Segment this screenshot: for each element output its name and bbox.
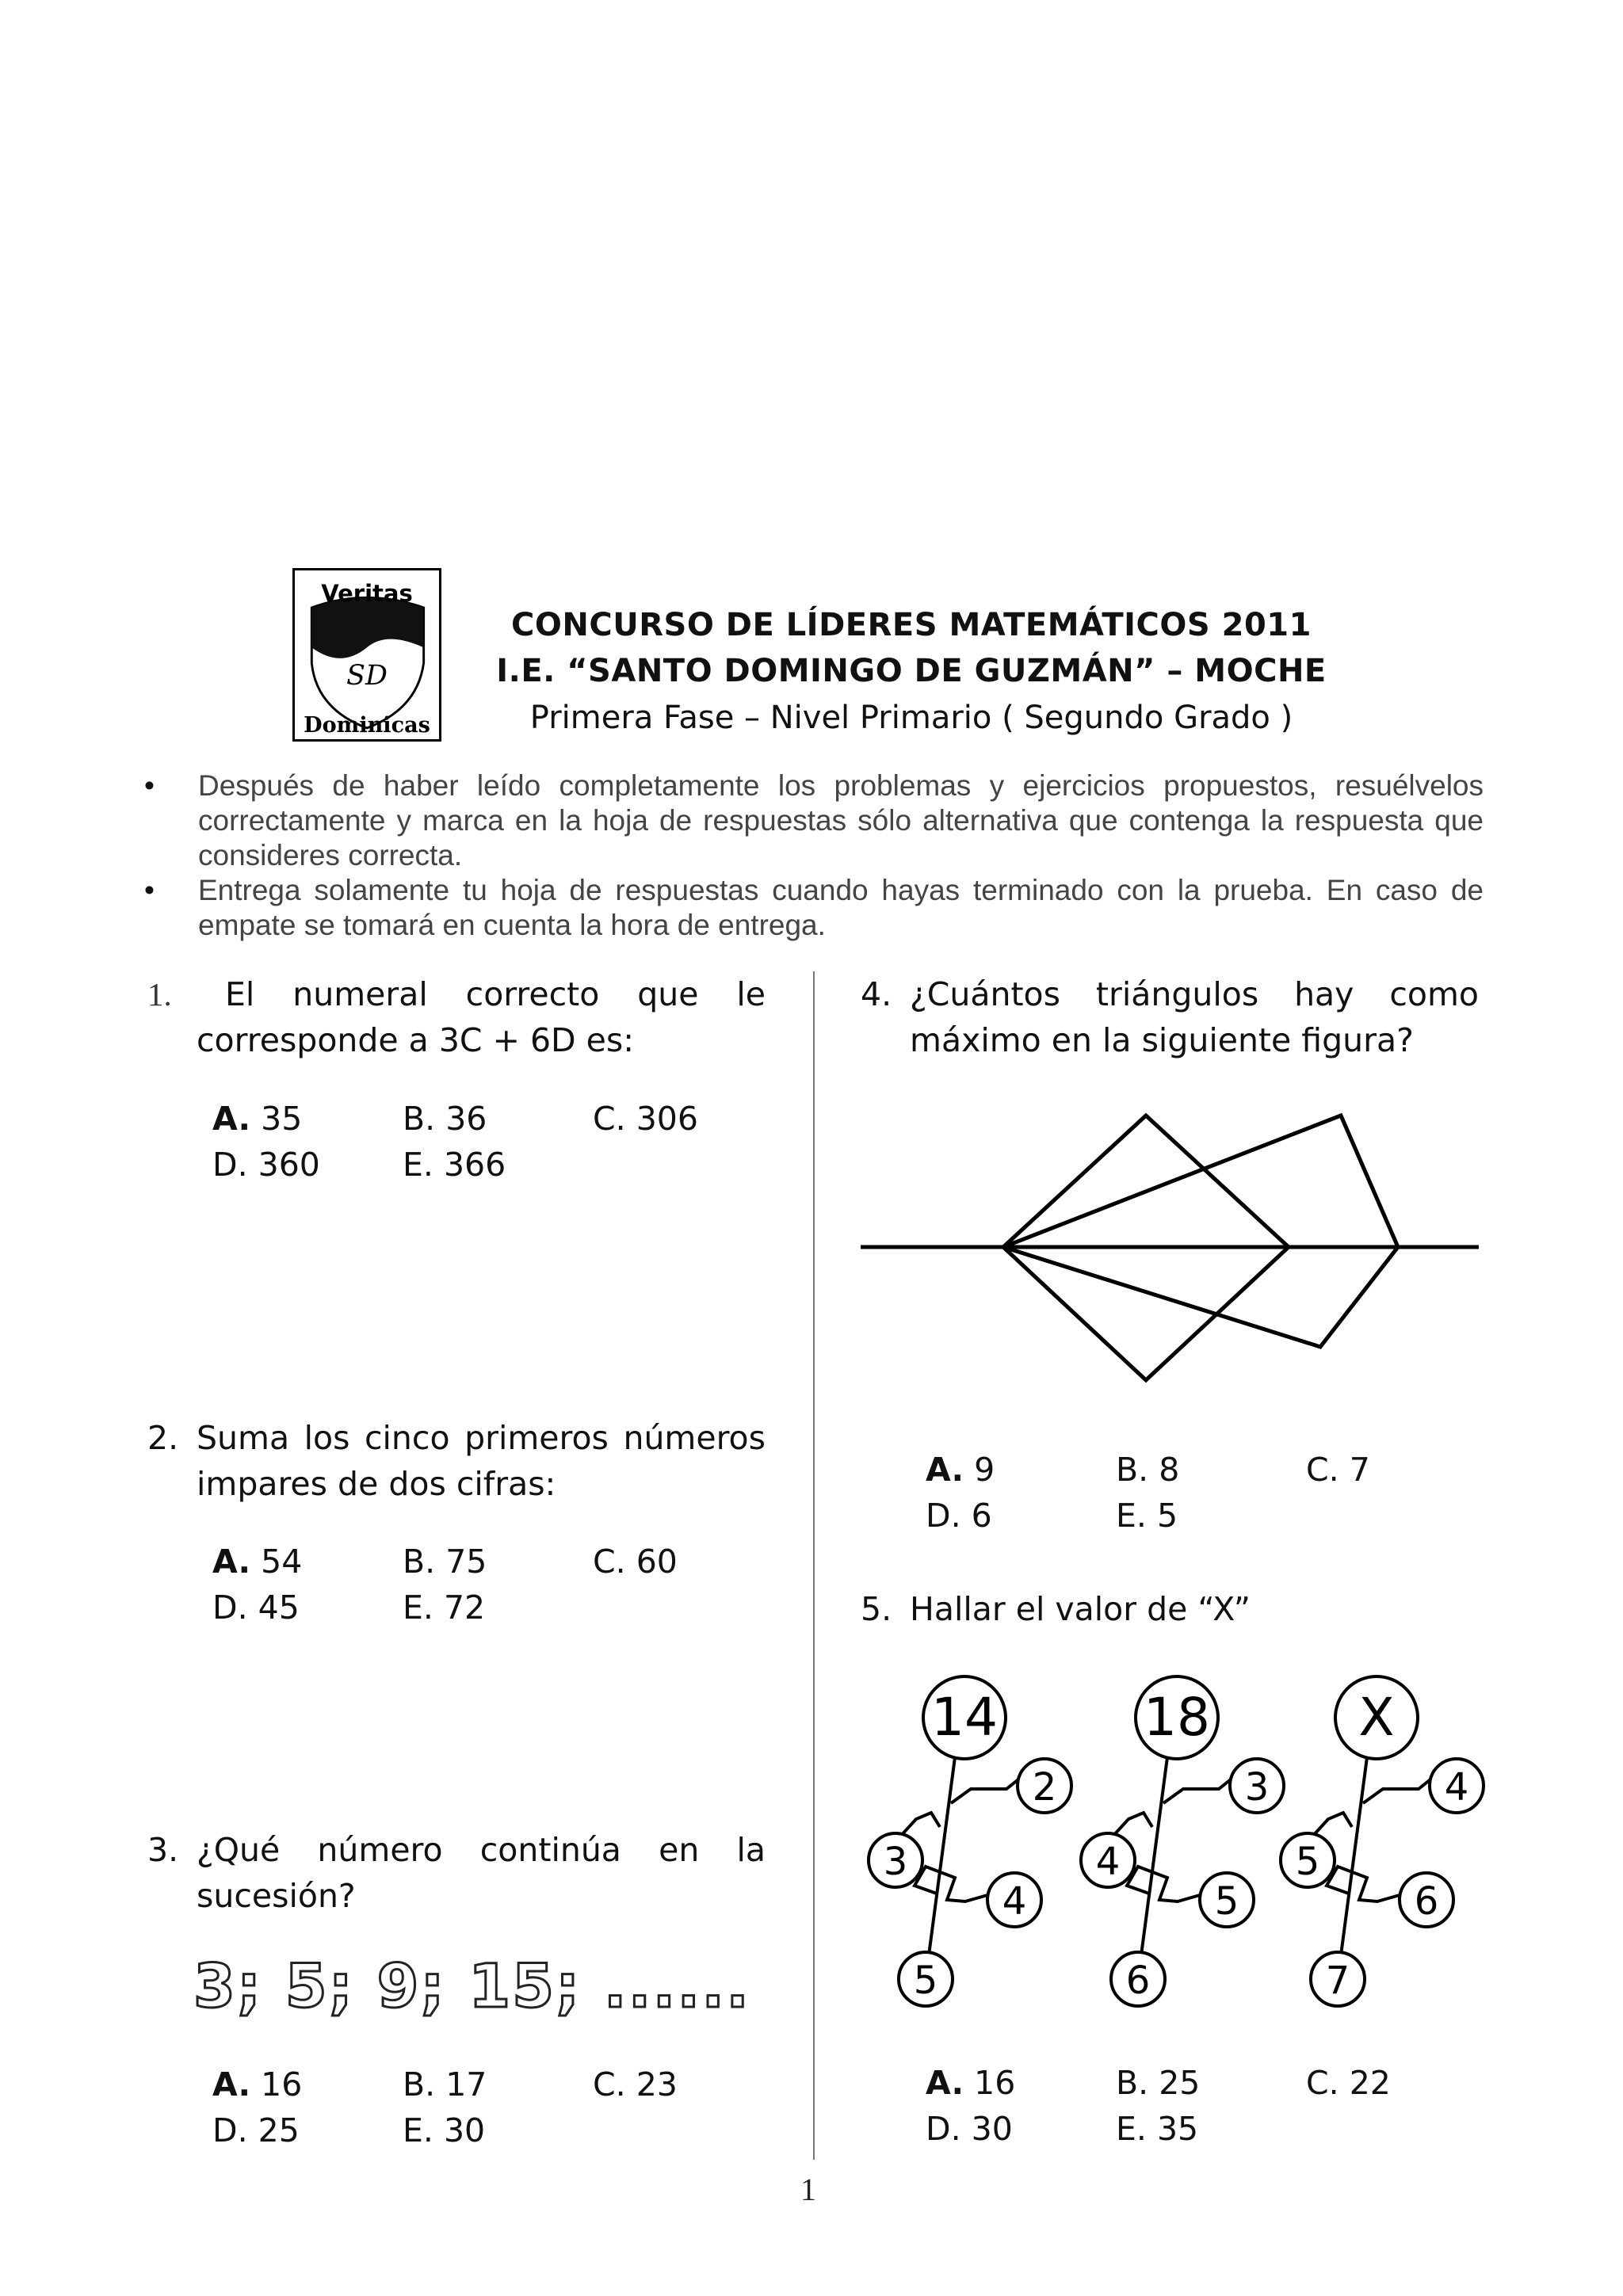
option-b: B. 8 (1116, 1451, 1180, 1489)
question-text: máximo en la siguiente figura? (910, 1021, 1414, 1059)
option-e: E. 72 (403, 1589, 486, 1627)
option-e: E. 35 (1116, 2110, 1199, 2148)
question-text: ¿Qué número continúa en la (197, 1831, 766, 1869)
figure-left-arm-value: 4 (1095, 1840, 1121, 1884)
option-b: B. 25 (1116, 2064, 1201, 2102)
option-a-prefix: A. (926, 1451, 964, 1489)
question-text: ¿Cuántos triángulos hay como (910, 975, 1479, 1013)
question-1-options (212, 1096, 783, 1188)
option-d: D. 30 (926, 2110, 1013, 2148)
question-5 (861, 1586, 1479, 1632)
option-b: B. 36 (403, 1100, 487, 1138)
option-e: E. 5 (1116, 1497, 1178, 1535)
option-d: D. 45 (212, 1589, 300, 1627)
question-1 (147, 971, 766, 1063)
figure-right-leg-value: 5 (1214, 1879, 1239, 1924)
option-c: C. 306 (593, 1100, 698, 1138)
figure-left-leg-value: 5 (913, 1958, 938, 2003)
option-a: 16 (974, 2064, 1016, 2102)
school-name: I.E. “SANTO DOMINGO DE GUZMÁN” – MOCHE (496, 653, 1327, 689)
figure-right-arm-value: 4 (1444, 1765, 1469, 1810)
question-5-options (926, 2060, 1496, 2152)
option-b: B. 75 (403, 1543, 487, 1581)
logo-top-text: Veritas (321, 580, 413, 608)
option-a-prefix: A. (212, 1100, 251, 1138)
logo-center-text: SD (346, 659, 388, 692)
option-a-prefix: A. (926, 2064, 964, 2102)
quad-shape (1003, 1116, 1398, 1347)
page-number: 1 (800, 2172, 816, 2207)
option-a: 35 (261, 1100, 303, 1138)
option-a: 54 (261, 1543, 303, 1581)
option-c: C. 7 (1306, 1451, 1370, 1489)
question-4-options (926, 1447, 1496, 1539)
question-3 (147, 1827, 766, 1919)
option-e: E. 366 (403, 1146, 506, 1184)
figure-head-value: 14 (931, 1687, 998, 1748)
figure-head-value: X (1358, 1687, 1395, 1748)
option-a-prefix: A. (212, 1543, 251, 1581)
option-d: D. 360 (212, 1146, 320, 1184)
column-divider (813, 971, 815, 2160)
figure-left-leg-value: 7 (1325, 1958, 1350, 2003)
question-number: 5. (861, 1590, 892, 1628)
triangles-figure (856, 1101, 1490, 1394)
option-a-prefix: A. (212, 2065, 251, 2103)
option-c: C. 23 (593, 2065, 678, 2103)
option-a: 16 (261, 2065, 303, 2103)
instruction-item: • Entrega solamente tu hoja de respuestas cuando hayas terminado con la prueba. En caso de empate se tomará en cuenta la hora de entrega. (144, 873, 1484, 943)
option-c: C. 22 (1306, 2064, 1391, 2102)
figure-left-arm-value: 5 (1295, 1840, 1320, 1884)
question-text: El numeral correcto que le (225, 975, 766, 1013)
school-logo (292, 568, 441, 742)
stick-figures (856, 1670, 1506, 2019)
figure-left-leg-value: 6 (1125, 1958, 1151, 2003)
question-text: Suma los cinco primeros números (197, 1419, 766, 1457)
instructions-list (144, 769, 1484, 943)
question-2 (147, 1415, 766, 1507)
question-text: corresponde a 3C + 6D es: (197, 1021, 635, 1059)
question-text: Hallar el valor de “X” (910, 1590, 1251, 1628)
question-text: impares de dos cifras: (197, 1465, 556, 1503)
option-b: B. 17 (403, 2065, 487, 2103)
stick-figure (1281, 1676, 1484, 2006)
option-d: D. 25 (212, 2111, 300, 2149)
logo-bottom-text: Dominicas (304, 712, 430, 738)
question-3-options (212, 2061, 783, 2153)
option-c: C. 60 (593, 1543, 678, 1581)
option-a: 9 (974, 1451, 995, 1489)
figure-left-arm-value: 3 (883, 1840, 908, 1884)
stick-figure (1081, 1676, 1284, 2006)
figure-head-value: 18 (1144, 1687, 1210, 1748)
question-number: 1. (147, 976, 172, 1013)
shield-emblem-icon (295, 570, 439, 739)
figure-right-leg-value: 4 (1002, 1879, 1027, 1924)
question-number: 4. (861, 975, 892, 1013)
question-number: 3. (147, 1831, 179, 1869)
option-e: E. 30 (403, 2111, 486, 2149)
contest-title: CONCURSO DE LÍDERES MATEMÁTICOS 2011 (511, 607, 1312, 643)
figure-right-arm-value: 3 (1244, 1765, 1270, 1810)
figure-right-leg-value: 6 (1414, 1879, 1439, 1924)
instruction-item: • Después de haber leído completamente los problemas y ejercicios propuestos, resuélvelos correctamente y marca en la hoja de respuestas sólo alternativa que contenga la respuesta que consideres correcta. (144, 769, 1484, 873)
question-number: 2. (147, 1419, 179, 1457)
phase-level: Primera Fase – Nivel Primario ( Segundo Grado ) (529, 700, 1293, 736)
stick-figure (869, 1676, 1071, 2006)
option-d: D. 6 (926, 1497, 992, 1535)
document-header (444, 602, 1379, 742)
question-text: sucesión? (197, 1877, 356, 1915)
question-4 (861, 971, 1479, 1063)
figure-right-arm-value: 2 (1032, 1765, 1057, 1810)
number-sequence: 3; 5; 9; 15; ...... (193, 1951, 751, 2021)
question-2-options (212, 1539, 783, 1630)
